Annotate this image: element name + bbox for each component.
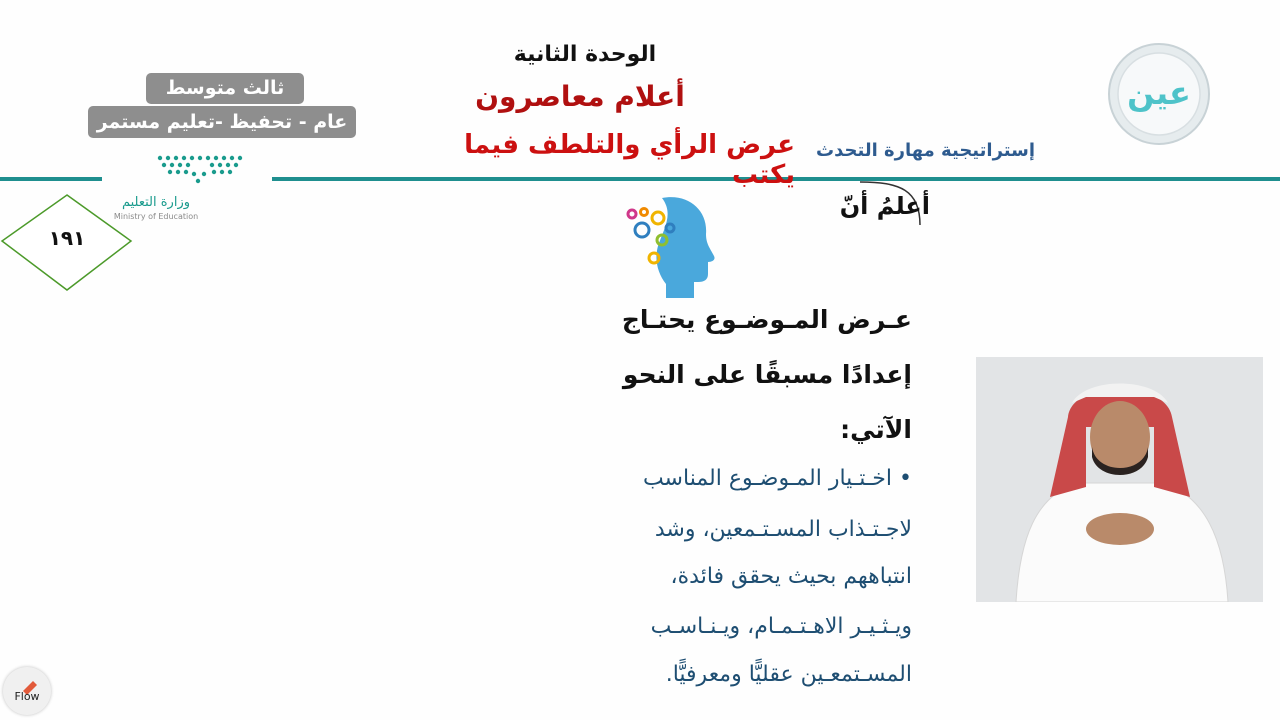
bullet-line: ويـثـيـر الاهـتـمـام، ويـنـاسـب	[650, 614, 912, 639]
skill-title: عرض الرأي والتلطف فيما يكتب	[464, 130, 795, 190]
header-divider-left	[0, 177, 102, 181]
flow-label: Flow	[14, 690, 40, 703]
intro-line: إعدادًا مسبقًا على النحو	[622, 360, 912, 389]
grade-badge: ثالث متوسط	[146, 73, 304, 104]
head-gears-icon	[618, 188, 718, 308]
bullet-line: المسـتمعـين عقليًّا ومعرفيًّا.	[665, 662, 912, 687]
presenter-video	[976, 357, 1263, 602]
ain-logo-icon	[1107, 42, 1211, 146]
page-number: ١٩١	[48, 226, 86, 250]
intro-line: الآتي:	[840, 415, 912, 444]
presenter-figure-icon	[976, 357, 1263, 602]
track-badge: عام - تحفيظ -تعليم مستمر	[88, 106, 356, 138]
bullet-line: لاجـتـذاب المسـتـمعين، وشد	[654, 517, 912, 542]
ministry-name-en: Ministry of Education	[113, 212, 199, 221]
ministry-name-ar: وزارة التعليم	[121, 195, 191, 210]
ain-logo-text: عين	[1127, 74, 1191, 112]
lesson-title: أعلام معاصرون	[475, 80, 685, 113]
strategy-label: إستراتيجية مهارة التحدث	[816, 140, 1035, 161]
unit-title: الوحدة الثانية	[513, 42, 657, 67]
know-label: أعلمُ أنّ	[839, 192, 930, 220]
intro-line: عـرض المـوضـوع يحتـاج	[621, 305, 912, 334]
bullet-line: انتباههم بحيث يحقق فائدة،	[670, 564, 912, 589]
bullet-line: • اخـتـيار المـوضـوع المناسب	[642, 466, 912, 491]
